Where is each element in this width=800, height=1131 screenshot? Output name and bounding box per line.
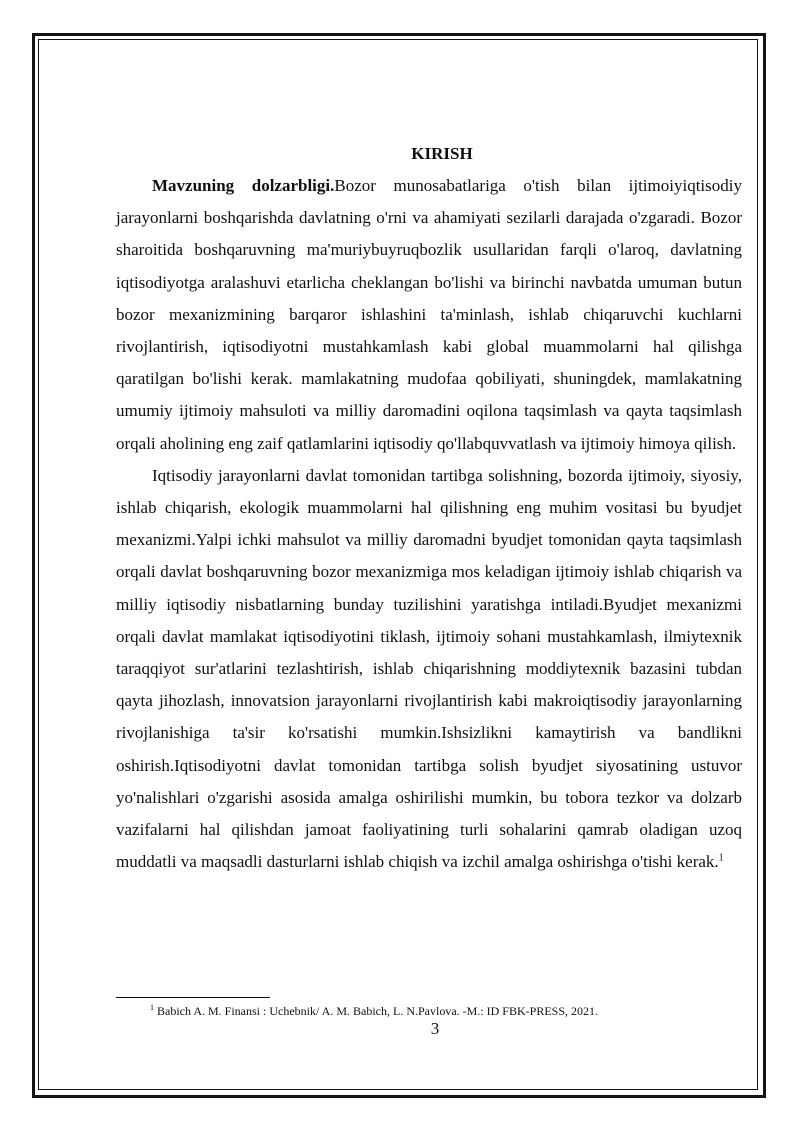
paragraph-text: Iqtisodiy jarayonlarni davlat tomonidan tartibga solishning, bozorda ijtimoiy, siyosiy, ishlab chiqarish, ekologik muammolarni hal qilishning eng muhim vositasi bu byudjet mexanizmi.Yalpi ichki mahsulot va milliy daromadni byudjet tomonidan qayta taqsimlash orqali davlat boshqaruvning bozor mexanizmiga mos keladigan ijtimoiy ishlab chiqarish va milliy iqtisodiy nisbatlarning bunday tuzilishini yaratishga intiladi.Byudjet mexanizmi orqali davlat mamlakat iqtisodiyotini tiklash, ijtimoiy sohani mustahkamlash, ilmiytexnik taraqqiyot sur'atlarini tezlashtirish, ishlab chiqarishning moddiytexnik bazasini tubdan qayta jihozlash, innovatsion jarayonlarni rivojlantirish kabi makroiqtisodiy jarayonlarning rivojlanishiga ta'sir ko'rsatishi mumkin.Ishsizlikni kamaytirish va bandlikni oshirish.Iqtisodiyotni davlat tomonidan tartibga solish byudjet siyosatining ustuvor yo'nalishlari o'zgarishi asosida amalga oshirilishi mumkin, bu tobora tezkor va dolzarb vazifalarni hal qilishdan jamoat faoliyatining turli sohalarini qamrab oladigan uzoq muddatli va maqsadli dasturlarni ishlab chiqish va izchil amalga oshirishga o'tishi kerak. <box>116 465 742 872</box>
footnote-reference[interactable]: 1 <box>718 852 724 864</box>
footnote-text: Babich A. M. Finansi : Uchebnik/ A. M. Babich, L. N.Pavlova. -M.: ID FBK-PRESS, 2021. <box>154 1004 598 1018</box>
paragraph-relevance <box>116 170 742 460</box>
page-number: 3 <box>430 1019 440 1038</box>
footnote <box>150 1004 598 1018</box>
footnote-marker: 1 <box>150 1003 154 1012</box>
section-heading: KIRISH <box>411 144 473 163</box>
document-body <box>116 138 742 878</box>
paragraph-lead: Mavzuning dolzarbligi. <box>152 176 335 195</box>
paragraph-text: Bozor munosabatlariga o'tish bilan ijtimoiyiqtisodiy jarayonlarni boshqarishda davlatning o'rni va ahamiyati sezilarli darajada o'zgaradi. Bozor sharoitida boshqaruvning ma'muriybuyruqbozlik usullaridan farqli o'laroq, davlatning iqtisodiyotga aralashuvi etarlicha cheklangan bo'lishi va birinchi navbatda umuman butun bozor mexanizmining barqaror ishlashini ta'minlash, ishlab chiqaruvchi kuchlarni rivojlantirish, iqtisodiyotni mustahkamlash kabi global muammolarni hal qilishga qaratilgan bo'lishi kerak. mamlakatning mudofaa qobiliyati, shuningdek, mamlakatning umumiy ijtimoiy mahsuloti va milliy daromadini oqilona taqsimlash va qayta taqsimlash orqali aholining eng zaif qatlamlarini iqtisodiy qo'llabquvvatlash va ijtimoiy himoya qilish. <box>116 176 742 453</box>
footnote-separator <box>116 997 270 998</box>
paragraph-budget <box>116 460 742 879</box>
